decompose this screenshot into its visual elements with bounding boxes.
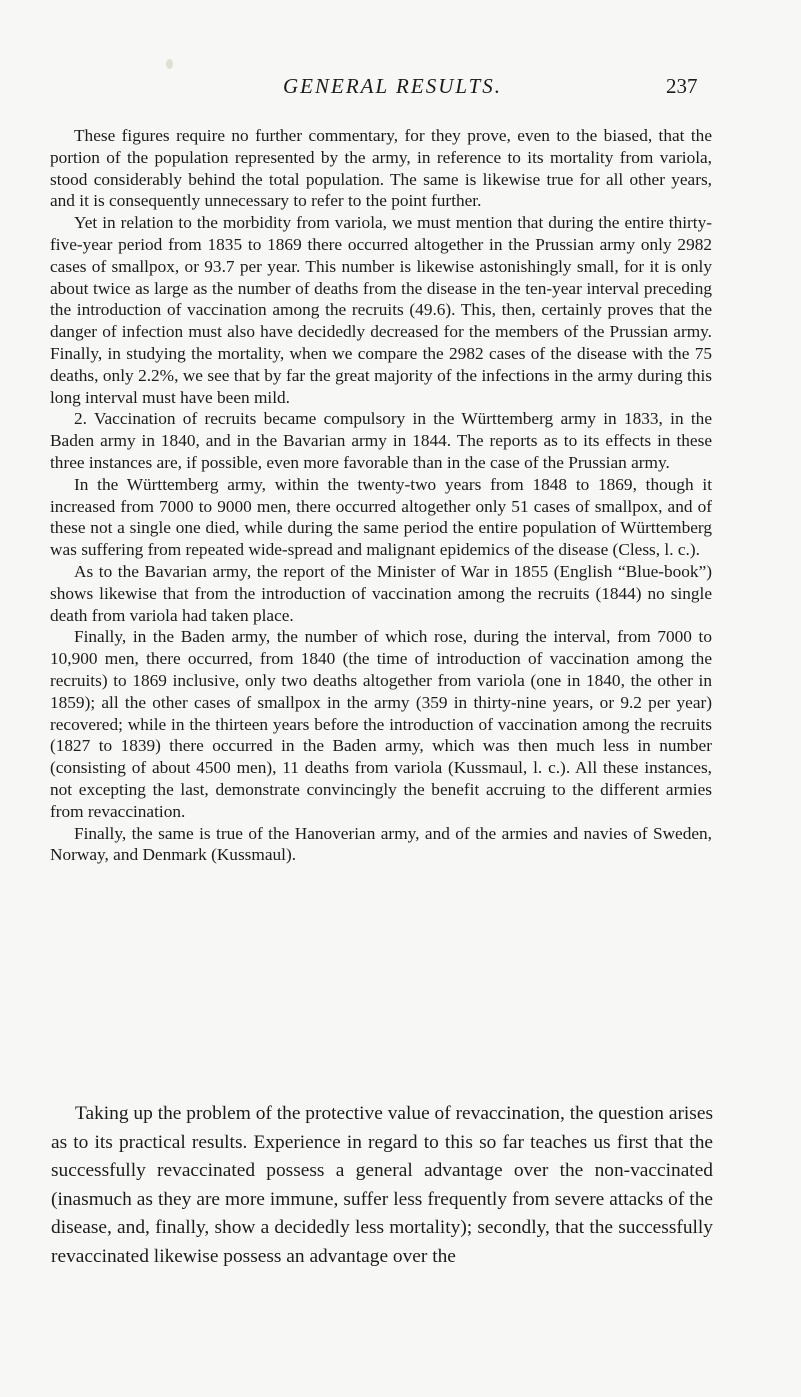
paragraph: These figures require no further commentary, for they prove, even to the biased, that the portion of the population represented by the army, in reference to its mortality from variola, stood considerably behind the total population. The same is likewise true for all other years, and it is consequently unnecessary to refer to the point further. xyxy=(50,126,712,211)
paragraph: Finally, in the Baden army, the number of which rose, during the interval, from 7000 to 10,900 men, there occurred, from 1840 (the time of introduction of vaccination among the recruits) to 1869 inclusive, only two deaths altogether from variola (one in 1840, the other in 1859); all the other cases of smallpox in the army (359 in thirty-nine years, or 9.2 per year) recovered; while in the thirteen years before the introduction of vaccination among the recruits (1827 to 1839) there occurred in the Baden army, which was then much less in number (consisting of about 4500 men), 11 deaths from variola (Kussmaul, l. c.). All these instances, not excepting the last, demonstrate convincingly the benefit accruing to the different armies from revaccination. xyxy=(50,627,712,821)
paragraph: Finally, the same is true of the Hanoverian army, and of the armies and navies of Sweden, Norway, and Denmark (Kussmaul). xyxy=(50,823,712,865)
closing-paragraph: Taking up the problem of the protective value of revaccination, the question arises as to its practical results. Experience in regard to this so far teaches us first that the successfully revaccinated possess a general advantage over the non-vaccinated (inasmuch as they are more immune, suffer less frequently from severe attacks of the disease, and, finally, show a decidedly less mortality); secondly, that the successfully revaccinated likewise possess an advantage over the xyxy=(51,1103,713,1267)
closing-text xyxy=(51,1100,713,1272)
running-title: GENERAL RESULTS. xyxy=(283,74,503,98)
running-head xyxy=(0,74,801,104)
page-number: 237 xyxy=(666,74,698,98)
paragraph: As to the Bavarian army, the report of the Minister of War in 1855 (English “Blue-book”) shows likewise that from the introduction of vaccination among the recruits (1844) no single death from variola had taken place. xyxy=(50,561,712,625)
body-text xyxy=(50,125,712,866)
paragraph: In the Württemberg army, within the twenty-two years from 1848 to 1869, though it increased from 7000 to 9000 men, there occurred altogether only 51 cases of smallpox, and of these not a single one died, while during the same period the entire population of Württemberg was suffering from repeated wide-spread and malignant epidemics of the disease (Cless, l. c.). xyxy=(50,474,712,560)
paper-blemish xyxy=(166,59,173,69)
paragraph: 2. Vaccination of recruits became compulsory in the Württemberg army in 1833, in the Baden army in 1840, and in the Bavarian army in 1844. The reports as to its effects in these three instances are, if possible, even more favorable than in the case of the Prussian army. xyxy=(50,409,712,472)
paragraph: Yet in relation to the morbidity from variola, we must mention that during the entire thirty-five-year period from 1835 to 1869 there occurred altogether in the Prussian army only 2982 cases of smallpox, or 93.7 per year. This number is likewise astonishingly small, for it is only about twice as large as the number of deaths from the disease in the ten-year interval preceding the introduction of vaccination among the recruits (49.6). This, then, certainly proves that the danger of infection must also have decidedly decreased for the members of the Prussian army. Finally, in studying the mortality, when we compare the 2982 cases of the disease with the 75 deaths, only 2.2%, we see that by far the great majority of the infections in the army during this long interval must have been mild. xyxy=(50,213,712,407)
